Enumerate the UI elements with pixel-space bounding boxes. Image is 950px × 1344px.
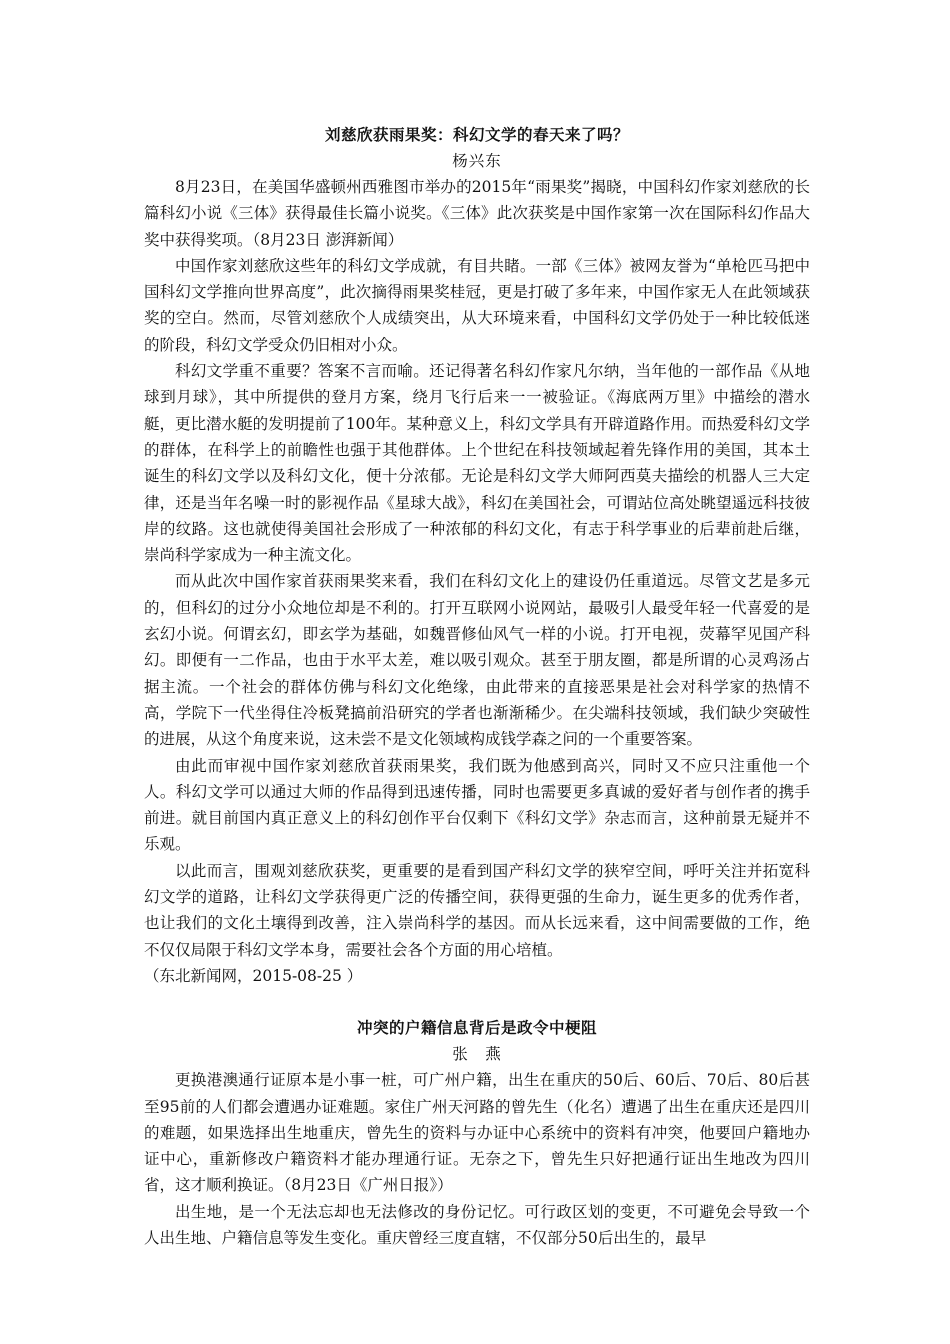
article-title: 冲突的户籍信息背后是政令中梗阻: [356, 1018, 597, 1038]
article-paragraph: 而从此次中国作家首获雨果奖来看，我们在科幻文化上的建设仍任重道远。尽管文艺是多元的，但科幻的过分小众地位却是不利的。打开互联网小说网站，最吸引人最受年轻一代喜爱的是玄幻小说。何谓玄幻，即玄学为基础，如魏晋修仙风气一样的小说。打开电视，荧幕罕见国产科幻。即便有一二作品，也由于水平太差，难以吸引观众。甚至于朋友圈，都是所谓的心灵鸡汤占据主流。一个社会的群体仿佛与科幻文化绝缘，由此带来的直接恶果是社会对科学家的热情不高，学院下一代坐得住冷板凳搞前沿研究的学者也渐渐稀少。在尖端科技领域，我们缺少突破性的进展，从这个角度来说，这未尝不是文化领域构成钱学森之问的一个重要答案。: [144, 572, 810, 749]
document-page: [144, 122, 810, 1251]
article-paragraph: 以此而言，围观刘慈欣获奖，更重要的是看到国产科幻文学的狭窄空间，呼吁关注并拓宽科幻文学的道路，让科幻文学获得更广泛的传播空间，获得更强的生命力，诞生更多的优秀作者，也让我们的文化土壤得到改善，注入崇尚科学的基因。而从长远来看，这中间需要做的工作，绝不仅仅局限于科幻文学本身，需要社会各个方面的用心培植。: [144, 861, 810, 959]
article-paragraph: 出生地，是一个无法忘却也无法修改的身份记忆。可行政区划的变更，不可避免会导致一个人出生地、户籍信息等发生变化。重庆曾经三度直辖，不仅部分50后出生的，最早: [144, 1202, 810, 1247]
source-note: （东北新闻网，2015-08-25 ）: [144, 966, 363, 985]
article-paragraph: 由此而审视中国作家刘慈欣首获雨果奖，我们既为他感到高兴，同时又不应只注重他一个人。科幻文学可以通过大师的作品得到迅速传播，同时也需要更多真诚的爱好者与创作者的携手前进。就目前国内真正意义上的科幻创作平台仅剩下《科幻文学》杂志而言，这种前景无疑并不乐观。: [144, 756, 810, 854]
section-gap: [144, 989, 810, 1015]
article-paragraph: 科幻文学重不重要？答案不言而喻。还记得著名科幻作家凡尔纳，当年他的一部作品《从地球到月球》，其中所提供的登月方案，绕月飞行后来一一被验证。《海底两万里》中描绘的潜水艇，更比潜水艇的发明提前了100年。某种意义上，科幻文学具有开辟道路作用。而热爱科幻文学的群体，在科学上的前瞻性也强于其他群体。上个世纪在科技领域起着先锋作用的美国，其本土诞生的科幻文学以及科幻文化，便十分浓郁。无论是科幻文学大师阿西莫夫描绘的机器人三大定律，还是当年名噪一时的影视作品《星球大战》，科幻在美国社会，可谓站位高处眺望遥远科技彼岸的纹路。这也就使得美国社会形成了一种浓郁的科幻文化，有志于科学事业的后辈前赴后继，崇尚科学家成为一种主流文化。: [144, 362, 810, 565]
article-paragraph: 8月23日，在美国华盛顿州西雅图市举办的2015年“雨果奖”揭晓，中国科幻作家刘慈欣的长篇科幻小说《三体》获得最佳长篇小说奖。《三体》此次获奖是中国作家第一次在国际科幻作品大奖中获得奖项。（8月23日 澎湃新闻）: [144, 178, 810, 249]
article-2: [144, 1015, 810, 1251]
article-paragraph: 更换港澳通行证原本是小事一桩，可广州户籍，出生在重庆的50后、60后、70后、80后甚至95前的人们都会遭遇办证难题。家住广州天河路的曾先生（化名）遭遇了出生在重庆还是四川的难题，如果选择出生地重庆，曾先生的资料与办证中心系统中的资料有冲突，他要回户籍地办证中心，重新修改户籍资料才能办理通行证。无奈之下，曾先生只好把通行证出生地改为四川省，这才顺利换证。（8月23日《广州日报》）: [144, 1071, 810, 1195]
article-paragraph: 中国作家刘慈欣这些年的科幻文学成就，有目共睹。一部《三体》被网友誉为“单枪匹马把中国科幻文学推向世界高度”，此次摘得雨果奖桂冠，更是打破了多年来，中国作家无人在此领域获奖的空白。然而，尽管刘慈欣个人成绩突出，从大环境来看，中国科幻文学仍处于一种比较低迷的阶段，科幻文学受众仍旧相对小众。: [144, 256, 810, 354]
article-author: 张 燕: [452, 1045, 502, 1064]
article-title: 刘慈欣获雨果奖：科幻文学的春天来了吗？: [324, 125, 629, 144]
article-author: 杨兴东: [452, 152, 502, 170]
article-1: [144, 122, 810, 989]
